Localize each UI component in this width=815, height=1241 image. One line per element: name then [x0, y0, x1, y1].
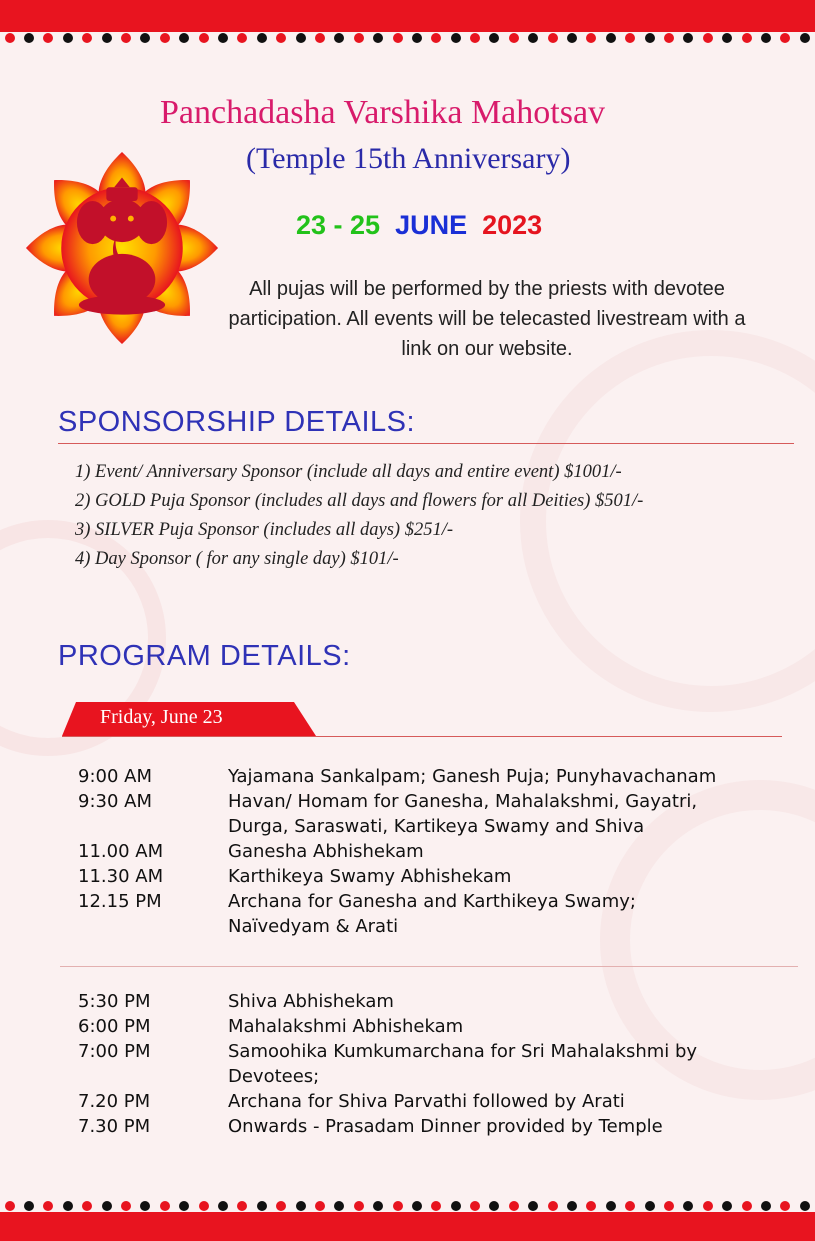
decorative-dot	[121, 1201, 131, 1211]
decorative-dot	[625, 33, 635, 43]
schedule-description-line: Onwards - Prasadam Dinner provided by Temple	[228, 1116, 663, 1137]
decorative-dot	[470, 33, 480, 43]
schedule-row	[78, 1114, 808, 1139]
schedule-description-line: Naïvedyam & Arati	[228, 916, 399, 937]
schedule-description	[228, 889, 808, 939]
decorative-dot	[567, 1201, 577, 1211]
schedule-row	[78, 1039, 808, 1089]
decorative-dot	[102, 1201, 112, 1211]
schedule-time: 11.30 AM	[78, 866, 164, 887]
decorative-dot	[742, 1201, 752, 1211]
decorative-dot	[393, 1201, 403, 1211]
sponsorship-item: 4) Day Sponsor ( for any single day) $101/-	[75, 549, 399, 569]
decorative-dot	[489, 1201, 499, 1211]
decorative-dot	[43, 33, 53, 43]
schedule-row	[78, 839, 808, 864]
schedule-row	[78, 1089, 808, 1114]
decorative-dot	[5, 1201, 15, 1211]
decorative-dot	[276, 1201, 286, 1211]
decorative-dot	[548, 33, 558, 43]
decorative-dot	[742, 33, 752, 43]
schedule-description-line: Ganesha Abhishekam	[228, 841, 424, 862]
day-label: Friday, June 23	[100, 706, 223, 728]
decorative-dot	[664, 1201, 674, 1211]
decorative-dot	[237, 1201, 247, 1211]
decorative-dot	[800, 33, 810, 43]
decorative-dot	[63, 1201, 73, 1211]
decorative-dot	[43, 1201, 53, 1211]
decorative-dot	[703, 1201, 713, 1211]
decorative-dot	[645, 1201, 655, 1211]
schedule-row	[78, 789, 808, 839]
schedule-description	[228, 764, 808, 789]
decorative-dot	[722, 1201, 732, 1211]
schedule-description	[228, 864, 808, 889]
schedule-time: 9:30 AM	[78, 791, 152, 812]
schedule-time: 7.20 PM	[78, 1091, 151, 1112]
day-divider	[62, 736, 782, 737]
schedule-description	[228, 1014, 808, 1039]
schedule-row	[78, 764, 808, 789]
schedule-description-line: Shiva Abhishekam	[228, 991, 394, 1012]
decorative-dot	[412, 1201, 422, 1211]
schedule-row	[78, 989, 808, 1014]
decorative-dot	[489, 33, 499, 43]
decorative-dot	[761, 1201, 771, 1211]
bottom-decorative-band	[0, 1200, 815, 1241]
decorative-dot	[761, 33, 771, 43]
decorative-dot	[199, 1201, 209, 1211]
decorative-dot	[703, 33, 713, 43]
top-decorative-band	[0, 0, 815, 44]
decorative-dot	[470, 1201, 480, 1211]
decorative-dot	[237, 33, 247, 43]
sponsorship-item: 1) Event/ Anniversary Sponsor (include all days and entire event) $1001/-	[75, 462, 622, 482]
decorative-dot	[63, 33, 73, 43]
decorative-dot	[431, 1201, 441, 1211]
schedule-description-line: Yajamana Sankalpam; Ganesh Puja; Punyhavachanam	[228, 766, 717, 787]
evening-schedule	[78, 989, 808, 1139]
decorative-dot	[451, 1201, 461, 1211]
date-year: 2023	[482, 210, 543, 240]
decorative-dot	[296, 33, 306, 43]
decorative-dot	[606, 1201, 616, 1211]
decorative-dot	[664, 33, 674, 43]
schedule-description	[228, 789, 808, 839]
decorative-dot	[548, 1201, 558, 1211]
decorative-dot	[354, 1201, 364, 1211]
dot-border	[0, 1200, 815, 1212]
decorative-dot	[373, 1201, 383, 1211]
decorative-dot	[567, 33, 577, 43]
intro-text: All pujas will be performed by the priests with devotee participation. All events will be telecasted livestream with a link on our website.	[228, 278, 746, 360]
schedule-description-line: Devotees;	[228, 1066, 320, 1087]
schedule-divider	[60, 966, 798, 967]
schedule-time: 7.30 PM	[78, 1116, 151, 1137]
schedule-description	[228, 1114, 808, 1139]
schedule-time: 6:00 PM	[78, 1016, 151, 1037]
schedule-description-line: Samoohika Kumkumarchana for Sri Mahalakshmi by	[228, 1041, 698, 1062]
schedule-time: 9:00 AM	[78, 766, 152, 787]
schedule-description-line: Archana for Ganesha and Karthikeya Swamy;	[228, 891, 636, 912]
decorative-dot	[645, 33, 655, 43]
decorative-dot	[528, 33, 538, 43]
decorative-dot	[451, 33, 461, 43]
decorative-dot	[82, 1201, 92, 1211]
schedule-row	[78, 889, 808, 939]
schedule-time: 5:30 PM	[78, 991, 151, 1012]
schedule-description	[228, 1039, 808, 1089]
sponsorship-heading: SPONSORSHIP DETAILS:	[58, 406, 416, 438]
decorative-dot	[24, 1201, 34, 1211]
decorative-dot	[257, 33, 267, 43]
decorative-dot	[102, 33, 112, 43]
decorative-dot	[373, 33, 383, 43]
decorative-dot	[5, 33, 15, 43]
decorative-dot	[683, 33, 693, 43]
decorative-dot	[412, 33, 422, 43]
date-month: JUNE	[395, 210, 468, 240]
decorative-dot	[683, 1201, 693, 1211]
schedule-description-line: Mahalakshmi Abhishekam	[228, 1016, 464, 1037]
morning-schedule	[78, 764, 808, 939]
schedule-description-line: Archana for Shiva Parvathi followed by Arati	[228, 1091, 625, 1112]
decorative-dot	[24, 33, 34, 43]
decorative-dot	[160, 1201, 170, 1211]
ganesha-lotus-icon	[24, 150, 220, 346]
decorative-dot	[315, 33, 325, 43]
schedule-description-line: Havan/ Homam for Ganesha, Mahalakshmi, Gayatri,	[228, 791, 698, 812]
decorative-dot	[393, 33, 403, 43]
page-subtitle: (Temple 15th Anniversary)	[246, 142, 571, 175]
schedule-time: 11.00 AM	[78, 841, 164, 862]
sponsorship-list	[75, 458, 785, 574]
section-divider	[58, 443, 794, 444]
decorative-dot	[276, 33, 286, 43]
decorative-dot	[625, 1201, 635, 1211]
decorative-dot	[179, 1201, 189, 1211]
schedule-description	[228, 989, 808, 1014]
decorative-dot	[140, 1201, 150, 1211]
schedule-row	[78, 864, 808, 889]
dot-border	[0, 32, 815, 44]
decorative-dot	[296, 1201, 306, 1211]
decorative-dot	[160, 33, 170, 43]
decorative-dot	[179, 33, 189, 43]
decorative-dot	[780, 1201, 790, 1211]
decorative-dot	[800, 1201, 810, 1211]
decorative-dot	[121, 33, 131, 43]
decorative-dot	[606, 33, 616, 43]
schedule-description	[228, 839, 808, 864]
schedule-time: 12.15 PM	[78, 891, 162, 912]
page-title: Panchadasha Varshika Mahotsav	[160, 94, 606, 131]
decorative-dot	[509, 33, 519, 43]
decorative-dot	[218, 33, 228, 43]
decorative-dot	[140, 33, 150, 43]
decorative-dot	[586, 1201, 596, 1211]
schedule-description	[228, 1089, 808, 1114]
decorative-dot	[218, 1201, 228, 1211]
decorative-dot	[431, 33, 441, 43]
decorative-dot	[528, 1201, 538, 1211]
decorative-dot	[509, 1201, 519, 1211]
decorative-dot	[354, 33, 364, 43]
schedule-description-line: Karthikeya Swamy Abhishekam	[228, 866, 512, 887]
event-dates	[296, 210, 542, 241]
decorative-dot	[780, 33, 790, 43]
sponsorship-item: 2) GOLD Puja Sponsor (includes all days and flowers for all Deities) $501/-	[75, 491, 644, 511]
sponsorship-item: 3) SILVER Puja Sponsor (includes all days) $251/-	[75, 520, 454, 540]
decorative-dot	[334, 33, 344, 43]
schedule-description-line: Durga, Saraswati, Kartikeya Swamy and Shiva	[228, 816, 645, 837]
decorative-dot	[315, 1201, 325, 1211]
decorative-dot	[82, 33, 92, 43]
decorative-dot	[722, 33, 732, 43]
decorative-dot	[334, 1201, 344, 1211]
schedule-time: 7:00 PM	[78, 1041, 151, 1062]
date-days: 23 - 25	[296, 210, 381, 240]
decorative-dot	[586, 33, 596, 43]
decorative-dot	[257, 1201, 267, 1211]
schedule-row	[78, 1014, 808, 1039]
program-heading: PROGRAM DETAILS:	[58, 640, 351, 672]
decorative-dot	[199, 33, 209, 43]
